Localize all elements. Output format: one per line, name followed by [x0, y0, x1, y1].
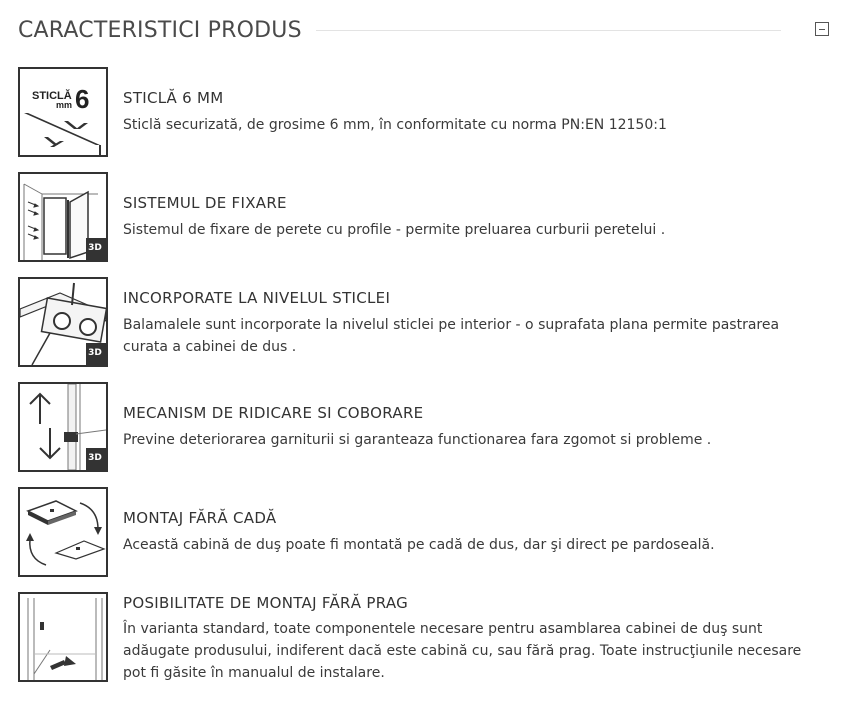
glass-thickness-icon [18, 67, 108, 157]
no-threshold-icon [18, 592, 108, 682]
feature-description: Sticlă securizată, de grosime 6 mm, în conformitate cu norma PN:EN 12150:1 [123, 117, 667, 133]
feature-title: STICLĂ 6 MM [123, 89, 224, 107]
icon-glass-word: STICLĂ [32, 90, 72, 102]
feature-fixing [18, 172, 828, 262]
section-title: CARACTERISTICI PRODUS [18, 18, 302, 43]
feature-title: SISTEMUL DE FIXARE [123, 194, 287, 212]
feature-description: Balamalele sunt incorporate la nivelul sticlei pe interior - o suprafata plana permite pastrarea curata a cabinei de dus . [123, 317, 780, 355]
feature-description: Previne deteriorarea garniturii si garanteaza functionarea fara zgomot si probleme . [123, 432, 712, 448]
feature-description: Sistemul de fixare de perete cu profile - permite preluarea curburii peretelui . [123, 222, 666, 238]
feature-description: Această cabină de duş poate fi montată pe cadă de dus, dar şi direct pe pardoseală. [123, 537, 715, 553]
icon-glass-value: 6 [75, 84, 90, 114]
feature-glass [18, 67, 828, 157]
collapse-button[interactable] [815, 22, 829, 36]
feature-title: POSIBILITATE DE MONTAJ FĂRĂ PRAG [123, 594, 409, 612]
feature-title: MECANISM DE RIDICARE SI COBORARE [123, 404, 424, 422]
feature-no-threshold [18, 592, 828, 682]
3d-badge: 3D [88, 348, 102, 358]
no-tray-icon [18, 487, 108, 577]
feature-description: În varianta standard, toate componentele necesare pentru asamblarea cabinei de duş sunt adăugate produsului, indiferent dacă este cabină cu, sau fără prag. Toate instrucţiunile necesare pot fi găsite în manualul de instalare. [123, 621, 802, 681]
3d-badge: 3D [88, 243, 102, 253]
feature-title: MONTAJ FĂRĂ CADĂ [123, 509, 277, 527]
title-divider [316, 30, 781, 31]
feature-hinges [18, 277, 828, 367]
3d-badge: 3D [88, 453, 102, 463]
feature-title: INCORPORATE LA NIVELUL STICLEI [123, 289, 391, 307]
icon-glass-unit: mm [56, 100, 73, 110]
feature-lift [18, 382, 828, 472]
section-header [18, 15, 829, 47]
feature-no-tray [18, 487, 828, 577]
